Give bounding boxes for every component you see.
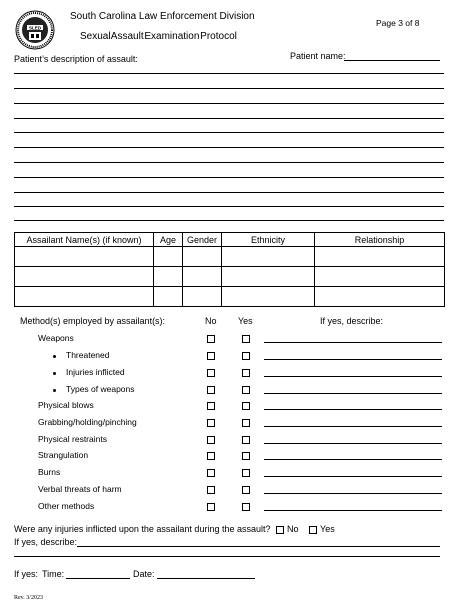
- method-no-checkbox[interactable]: [207, 503, 215, 511]
- method-describe-field[interactable]: [264, 426, 442, 427]
- method-yes-checkbox[interactable]: [242, 352, 250, 360]
- table-cell[interactable]: [222, 247, 315, 267]
- method-label: Other methods: [38, 501, 95, 511]
- table-cell[interactable]: [154, 287, 183, 307]
- time-label: Time:: [42, 569, 65, 579]
- method-no-checkbox[interactable]: [207, 436, 215, 444]
- method-yes-checkbox[interactable]: [242, 386, 250, 394]
- col-assailant-name: Assailant Name(s) (if known): [15, 233, 154, 247]
- table-cell[interactable]: [222, 287, 315, 307]
- method-yes-checkbox[interactable]: [242, 436, 250, 444]
- table-cell[interactable]: [315, 287, 445, 307]
- col-relationship: Relationship: [315, 233, 445, 247]
- method-yes-checkbox[interactable]: [242, 486, 250, 494]
- injuries-describe-label: If yes, describe:: [14, 537, 78, 547]
- table-cell[interactable]: [222, 267, 315, 287]
- no-column-label: No: [205, 316, 217, 326]
- method-yes-checkbox[interactable]: [242, 469, 250, 477]
- method-no-checkbox[interactable]: [207, 486, 215, 494]
- method-no-checkbox[interactable]: [207, 469, 215, 477]
- table-cell[interactable]: [15, 267, 154, 287]
- table-cell[interactable]: [15, 247, 154, 267]
- method-describe-field[interactable]: [264, 510, 442, 511]
- injuries-describe-field[interactable]: [77, 546, 440, 547]
- method-no-checkbox[interactable]: [207, 452, 215, 460]
- method-describe-field[interactable]: [264, 359, 442, 360]
- seal-text: SLED: [28, 25, 42, 31]
- method-yes-checkbox[interactable]: [242, 335, 250, 343]
- patient-name-label: Patient name:: [290, 51, 346, 61]
- method-no-checkbox[interactable]: [207, 386, 215, 394]
- method-describe-field[interactable]: [264, 476, 442, 477]
- if-yes-label: If yes:: [14, 569, 39, 579]
- method-no-checkbox[interactable]: [207, 369, 215, 377]
- method-yes-checkbox[interactable]: [242, 369, 250, 377]
- bullet-icon: [53, 355, 56, 358]
- table-cell[interactable]: [183, 287, 222, 307]
- method-describe-field[interactable]: [264, 376, 442, 377]
- agency-name: South Carolina Law Enforcement Division: [70, 11, 255, 22]
- table-cell[interactable]: [154, 267, 183, 287]
- table-row: [15, 287, 445, 307]
- yes-column-label: Yes: [238, 316, 253, 326]
- table-cell[interactable]: [315, 267, 445, 287]
- method-label: Injuries inflicted: [66, 367, 125, 377]
- table-cell[interactable]: [183, 267, 222, 287]
- table-row: [15, 247, 445, 267]
- agency-seal: [15, 10, 55, 50]
- injuries-yes-label: Yes: [320, 524, 335, 534]
- method-label: Grabbing/holding/pinching: [38, 417, 137, 427]
- table-cell[interactable]: [154, 247, 183, 267]
- method-label: Physical restraints: [38, 434, 107, 444]
- method-no-checkbox[interactable]: [207, 419, 215, 427]
- method-label: Physical blows: [38, 400, 94, 410]
- assailant-table: [14, 232, 445, 307]
- revision-label: Rev. 3/2023: [14, 595, 43, 601]
- form-title: Sexual Assault Examination Protocol: [80, 31, 237, 42]
- patient-name-field[interactable]: [344, 60, 440, 61]
- page-number: Page 3 of 8: [376, 18, 420, 28]
- method-yes-checkbox[interactable]: [242, 402, 250, 410]
- method-label: Burns: [38, 467, 61, 477]
- date-field[interactable]: [157, 578, 255, 579]
- method-describe-field[interactable]: [264, 409, 442, 410]
- method-yes-checkbox[interactable]: [242, 503, 250, 511]
- injuries-no-label: No: [287, 524, 299, 534]
- method-label: Weapons: [38, 333, 74, 343]
- method-no-checkbox[interactable]: [207, 335, 215, 343]
- methods-header: Method(s) employed by assailant(s):: [20, 316, 166, 326]
- method-describe-field[interactable]: [264, 493, 442, 494]
- table-row: [15, 267, 445, 287]
- method-describe-field[interactable]: [264, 342, 442, 343]
- describe-column-label: If yes, describe:: [320, 316, 384, 326]
- table-cell[interactable]: [315, 247, 445, 267]
- method-yes-checkbox[interactable]: [242, 452, 250, 460]
- injuries-question: Were any injuries inflicted upon the assailant during the assault?: [14, 524, 271, 534]
- col-gender: Gender: [183, 233, 222, 247]
- method-describe-field[interactable]: [264, 393, 442, 394]
- col-age: Age: [154, 233, 183, 247]
- method-yes-checkbox[interactable]: [242, 419, 250, 427]
- col-ethnicity: Ethnicity: [222, 233, 315, 247]
- bullet-icon: [53, 389, 56, 392]
- injuries-no-checkbox[interactable]: [276, 526, 284, 534]
- method-no-checkbox[interactable]: [207, 352, 215, 360]
- method-label: Types of weapons: [66, 384, 135, 394]
- injuries-describe-line-2[interactable]: [14, 556, 440, 557]
- date-label: Date:: [133, 569, 155, 579]
- table-cell[interactable]: [183, 247, 222, 267]
- bullet-icon: [53, 372, 56, 375]
- method-describe-field[interactable]: [264, 459, 442, 460]
- method-label: Threatened: [66, 350, 110, 360]
- time-field[interactable]: [66, 578, 130, 579]
- method-describe-field[interactable]: [264, 443, 442, 444]
- injuries-yes-checkbox[interactable]: [309, 526, 317, 534]
- assailant-table-header: [15, 233, 445, 247]
- injuries-question-row: [14, 524, 335, 534]
- description-label: Patient’s description of assault:: [14, 54, 138, 64]
- method-no-checkbox[interactable]: [207, 402, 215, 410]
- method-label: Strangulation: [38, 450, 89, 460]
- table-cell[interactable]: [15, 287, 154, 307]
- method-label: Verbal threats of harm: [38, 484, 122, 494]
